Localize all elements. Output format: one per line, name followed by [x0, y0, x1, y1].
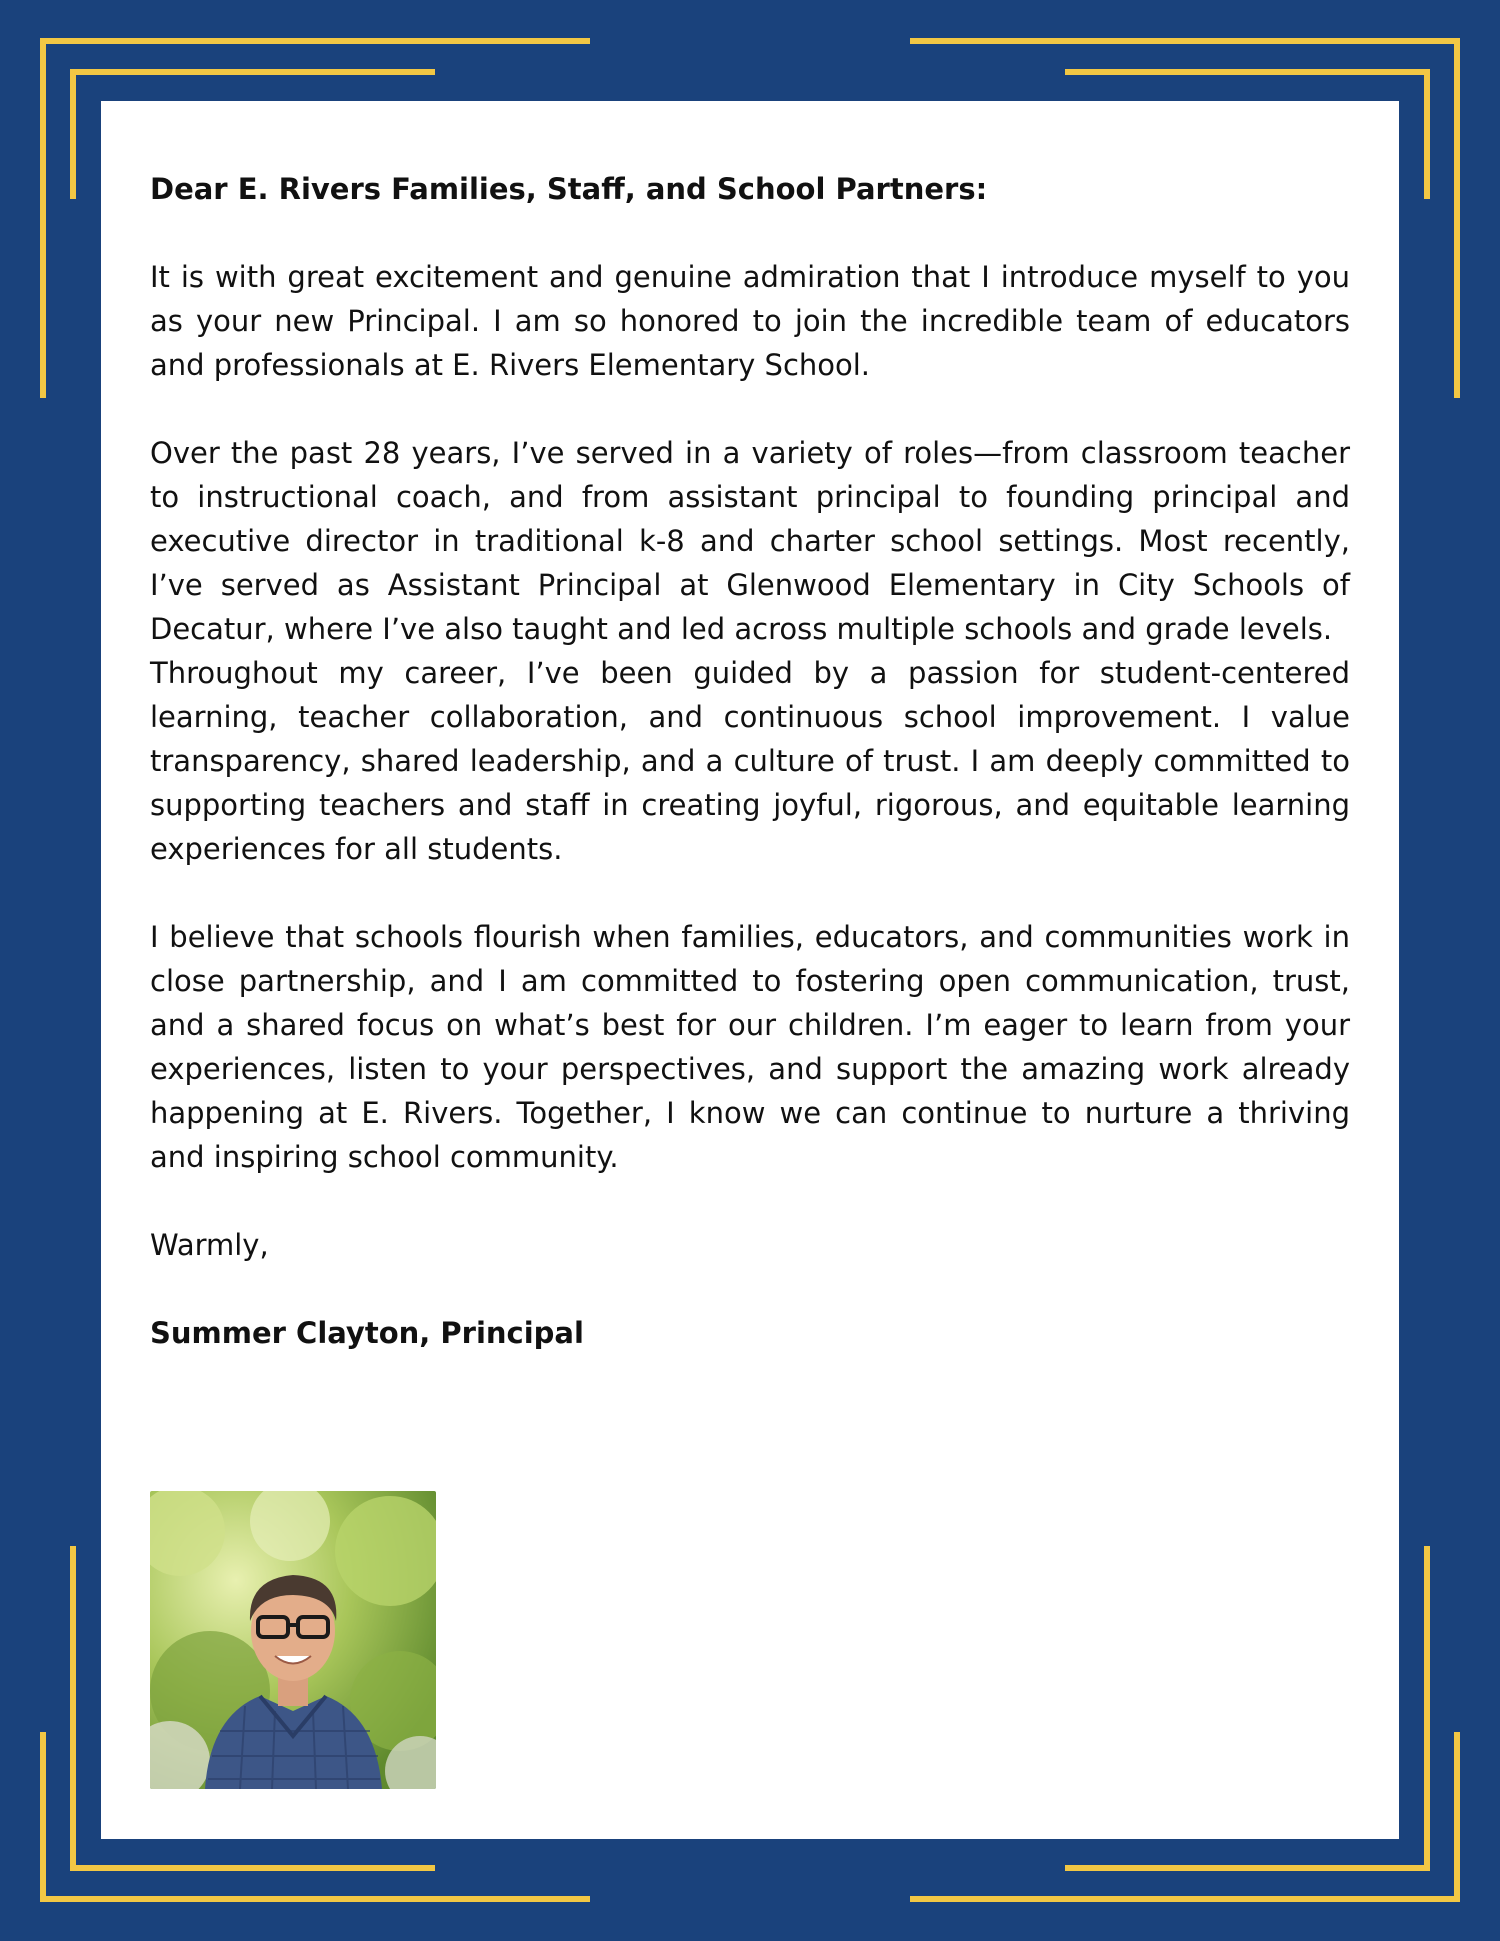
- bracket-line: [70, 69, 76, 199]
- bracket-line: [40, 1896, 590, 1902]
- letter-sheet: [101, 101, 1399, 1839]
- salutation: Dear E. Rivers Families, Staff, and School Partners:: [150, 172, 988, 206]
- bracket-line: [1424, 69, 1430, 199]
- letter-paragraph: I believe that schools flourish when families, educators, and communities work in close partnership, and I am committed to fostering open communication, trust, and a shared focus on what’s best for our children. I’m eager to learn from your experiences, listen to your perspectives, and support the amazing work already happening at E. Rivers. Together, I know we can continue to nurture a thriving and inspiring school community.: [150, 920, 1350, 1174]
- principal-photo: [150, 1491, 436, 1789]
- bracket-line: [40, 1732, 46, 1902]
- bracket-line: [70, 1865, 435, 1871]
- bracket-line: [40, 38, 590, 44]
- bracket-line: [1065, 1865, 1430, 1871]
- bracket-line: [1454, 1732, 1460, 1902]
- letter-paragraph: It is with great excitement and genuine admiration that I introduce myself to you as your new Principal. I am so honored to join the incredible team of educators and professionals at E. Rivers Elementary School.: [150, 260, 1350, 382]
- bracket-line: [70, 1546, 76, 1871]
- letter-body: [150, 167, 1350, 1355]
- letter-paragraph: Over the past 28 years, I’ve served in a variety of roles—from classroom teacher to instructional coach, and from assistant principal to founding principal and executive director in traditional k-8 and charter school settings. Most recently, I’ve served as Assistant Principal at Glenwood Elementary in City Schools of Decatur, where I’ve also taught and led across multiple schools and grade levels.: [150, 436, 1350, 646]
- bracket-line: [1424, 1546, 1430, 1871]
- bracket-line: [910, 38, 1460, 44]
- bracket-line: [70, 69, 435, 75]
- signature: Summer Clayton, Principal: [150, 1316, 584, 1350]
- bracket-line: [1454, 38, 1460, 398]
- bracket-line: [1065, 69, 1430, 75]
- letter-paragraph: Throughout my career, I’ve been guided by a passion for student-centered learning, teacher collaboration, and continuous school improvement. I value transparency, shared leadership, and a culture of trust. I am deeply committed to supporting teachers and staff in creating joyful, rigorous, and equitable learning experiences for all students.: [150, 656, 1350, 866]
- bracket-line: [910, 1896, 1460, 1902]
- bracket-line: [40, 38, 46, 398]
- closing: Warmly,: [150, 1228, 269, 1262]
